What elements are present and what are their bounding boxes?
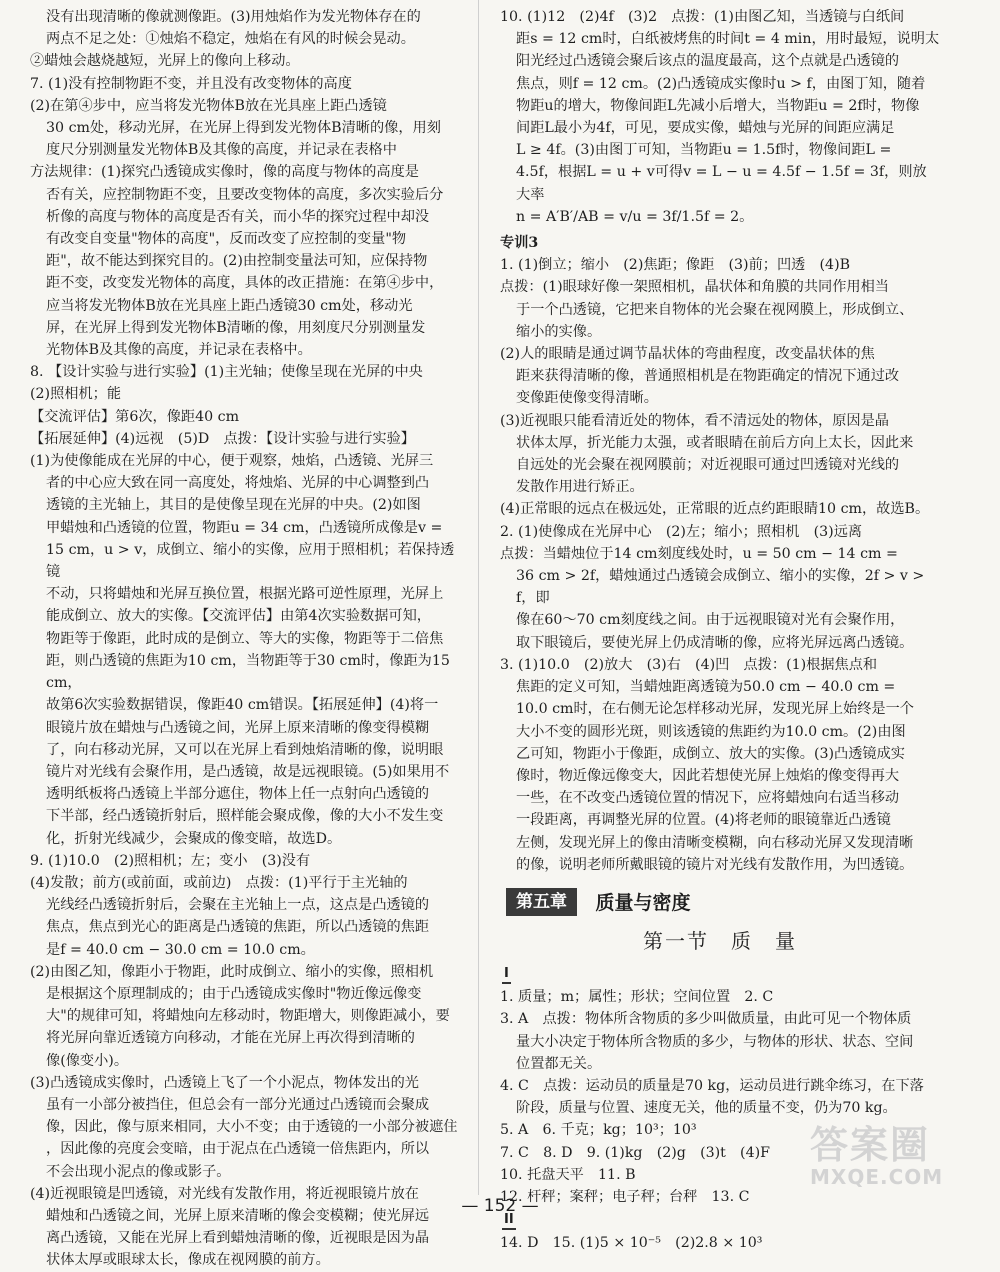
text-line: 量大小决定于物体所含物质的多少，与物体的形状、状态、空间: [516, 1033, 914, 1050]
text-line: 者的中心应大致在同一高度处，将烛焰、光屏的中心调整到凸: [46, 475, 430, 492]
text-line: 7. (1)没有控制物距不变，并且没有改变物体的高度: [30, 75, 352, 92]
text-line: 的像，说明老师所戴眼镜的镜片对光线有发散作用，为凹透镜。: [516, 856, 914, 873]
text-line: 变像距使像变得清晰。: [516, 390, 658, 407]
text-line: 阳光经过凸透镜会聚后该点的温度最高，这个点就是凸透镜的: [516, 53, 900, 70]
chapter-badge: 第五章: [506, 888, 577, 916]
text-line: (4)近视眼镜是凹透镜，对光线有发散作用，将近视眼镜片放在: [30, 1185, 419, 1202]
text-line: 12. 杆秤；案秤；电子秤；台秤 13. C: [500, 1188, 750, 1205]
text-line: 物距等于像距，此时成的是倒立、等大的实像，物距等于二倍焦: [46, 630, 444, 647]
level-one-icon: I: [502, 966, 511, 984]
text-line: 状体太厚或眼球太长，像成在视网膜的前方。: [46, 1252, 330, 1269]
text-line: ，因此像的亮度会变暗，由于泥点在凸透镜一倍焦距内，所以: [46, 1141, 430, 1158]
text-line: 否有关，应控制物距不变，且要改变物体的高度，多次实验后分: [46, 186, 444, 203]
text-line: 像时，物近像远像变大，因此若想使光屏上烛焰的像变得再大: [516, 767, 900, 784]
text-line: 下半部，经凸透镜折射后，照样能会聚成像，像的大小不发生变: [46, 808, 444, 825]
text-line: 眼镜片放在蜡烛与凸透镜之间，光屏上原来清晰的像变得模糊: [46, 719, 430, 736]
section-title: 第一节 质 量: [643, 928, 797, 953]
text-line: 5. A 6. 千克；kg；10³；10³: [500, 1122, 697, 1139]
chapter-title: 质量与密度: [595, 891, 691, 914]
text-line: 距"，故不能达到探究目的。(2)由控制变量法可知，应保持物: [46, 253, 428, 270]
text-line: 10.0 cm时，在右侧无论怎样移动光屏，发现光屏上始终是一个: [516, 701, 914, 718]
text-line: (3)凸透镜成实像时，凸透镜上飞了一个小泥点，物体发出的光: [30, 1074, 419, 1091]
text-line: (1)为使像能成在光屏的中心，便于观察，烛焰，凸透镜、光屏三: [30, 453, 434, 470]
text-line: 析像的高度与物体的高度是否有关，而小华的探究过程中却没: [46, 208, 430, 225]
training-title: 专训3: [500, 235, 539, 252]
text-line: 2. (1)使像成在光屏中心 (2)左；缩小；照相机 (3)远离: [500, 523, 863, 540]
text-line: (4)发散；前方(或前面，或前边) 点拨：(1)平行于主光轴的: [30, 874, 408, 891]
chapter-heading: [506, 888, 940, 916]
text-line: 像，因此，像与原来相同，大小不变；由于透镜的一小部分被遮住: [46, 1119, 458, 1136]
text-line: 镜片对光线有会聚作用，是凸透镜，故是远视眼镜。(5)如果用不: [46, 763, 450, 780]
text-line: 应当将发光物体B放在光具座上距凸透镜30 cm处，移动光: [46, 297, 413, 314]
text-line: 点拨：(1)眼球好像一架照相机，晶状体和角膜的共同作用相当: [500, 279, 889, 296]
text-line: 阶段，质量与位置、速度无关，他的质量不变，仍为70 kg。: [516, 1100, 897, 1117]
text-line: 是f = 40.0 cm − 30.0 cm = 10.0 cm。: [46, 941, 315, 958]
text-line: 15 cm，u > v，成倒立、缩小的实像，应用于照相机；若保持透镜: [46, 541, 455, 581]
text-line: 故第6次实验数据错误，像距40 cm错误。【拓展延伸】(4)将一: [46, 697, 439, 714]
text-line: (2)人的眼睛是通过调节晶状体的弯曲程度，改变晶状体的焦: [500, 346, 875, 363]
text-line: 9. (1)10.0 (2)照相机；左；变小 (3)没有: [30, 852, 311, 869]
text-line: 状体太厚，折光能力太强，或者眼睛在前后方向上太长，因此来: [516, 434, 914, 451]
text-line: 像在60～70 cm刻度线之间。由于远视眼镜对光有会聚作用，: [516, 612, 905, 629]
text-line: 没有出现清晰的像就测像距。(3)用烛焰作为发光物体存在的: [46, 9, 421, 25]
watermark-url: MXQE.COM: [810, 1165, 944, 1189]
watermark-text: 答案圈: [810, 1123, 931, 1167]
text-line: (2)由图乙知，像距小于物距，此时成倒立、缩小的实像，照相机: [30, 963, 434, 980]
text-line: L ≥ 4f。(3)由图丁可知，当物距u = 1.5f时，物像间距L =: [516, 142, 892, 159]
text-line: 方法规律：(1)探究凸透镜成实像时，像的高度与物体的高度是: [30, 164, 419, 181]
text-line: 化，折射光线减少，会聚成的像变暗，故选D。: [46, 830, 342, 847]
text-line: 距不变，改变发光物体的高度，具体的改正措施：在第④步中，: [46, 275, 444, 292]
text-line: 离凸透镜，又能在光屏上看到蜡烛清晰的像，近视眼是因为晶: [46, 1230, 430, 1247]
left-column: [30, 6, 465, 1272]
text-line: 物距u的增大，物像间距L先减小后增大，当物距u = 2f时，物像: [516, 97, 920, 114]
text-line: 3. A 点拨：物体所含物质的多少叫做质量，由此可见一个物体质: [500, 1011, 912, 1028]
text-line: ②蜡烛会越烧越短，光屏上的像向上移动。: [30, 53, 300, 70]
text-line: 两点不足之处：①烛焰不稳定，烛焰在有风的时候会晃动。: [46, 31, 415, 48]
text-line: 7. C 8. D 9. (1)kg (2)g (3)t (4)F: [500, 1144, 770, 1161]
text-line: 3. (1)10.0 (2)放大 (3)右 (4)凹 点拨：(1)根据焦点和: [500, 656, 878, 673]
text-line: 10. (1)12 (2)4f (3)2 点拨：(1)由图乙知，当透镜与白纸间: [500, 9, 905, 25]
text-line: 焦距的定义可知，当蜡烛距离透镜为50.0 cm − 40.0 cm =: [516, 679, 896, 696]
text-line: 将光屏向靠近透镜方向移动，才能在光屏上再次得到清晰的: [46, 1030, 415, 1047]
text-line: 点拨：当蜡烛位于14 cm刻度线处时，u = 50 cm − 14 cm =: [500, 545, 898, 562]
text-line: 间距L最小为4f，可见，要成实像，蜡烛与光屏的间距应满足: [516, 120, 895, 137]
text-line: 8. 【设计实验与进行实验】(1)主光轴；使像呈现在光屏的中央: [30, 364, 423, 381]
text-line: 乙可知，物距小于像距，成倒立、放大的实像。(3)凸透镜成实: [516, 745, 905, 762]
text-line: 像(像变小)。: [46, 1052, 129, 1069]
text-line: 1. (1)倒立；缩小 (2)焦距；像距 (3)前；凹透 (4)B: [500, 257, 851, 274]
watermark-logo: [810, 1124, 980, 1194]
text-line: 光线经凸透镜折射后，会聚在主光轴上一点，这点是凸透镜的: [46, 897, 430, 914]
text-line: 1. 质量；m；属性；形状；空间位置 2. C: [500, 989, 774, 1006]
text-line: 虽有一小部分被挡住，但总会有一部分光通过凸透镜而会聚成: [46, 1096, 430, 1113]
text-line: 屏，在光屏上得到发光物体B清晰的像，用刻度尺分别测量发: [46, 319, 426, 336]
text-line: 14. D 15. (1)5 × 10⁻⁵ (2)2.8 × 10³: [500, 1235, 763, 1252]
text-line: 30 cm处，移动光屏，在光屏上得到发光物体B清晰的像，用刻: [46, 120, 441, 137]
text-line: (3)近视眼只能看清近处的物体，看不清远处的物体，原因是晶: [500, 412, 889, 429]
level-two-icon: II: [502, 1212, 516, 1230]
text-line: 光物体B及其像的高度，并记录在表格中。: [46, 342, 312, 359]
text-line: 不动，只将蜡烛和光屏互换位置，根据光路可逆性原理，光屏上: [46, 586, 444, 603]
text-line: 一些，在不改变凸透镜位置的情况下，应将蜡烛向右适当移动: [516, 790, 900, 807]
text-line: 大"的规律可知，将蜡烛向左移动时，物距增大，则像距减小，要: [46, 1008, 450, 1025]
text-line: (2)在第④步中，应当将发光物体B放在光具座上距凸透镜: [30, 97, 387, 114]
text-line: 左侧，发现光屏上的像由清晰变模糊，向右移动光屏又发现清晰: [516, 834, 914, 851]
text-line: 有改变自变量"物体的高度"，反而改变了应控制的变量"物: [46, 231, 407, 248]
text-line: 距来获得清晰的像，普通照相机是在物距确定的情况下通过改: [516, 368, 900, 385]
text-line: 【交流评估】第6次，像距40 cm: [30, 408, 240, 425]
text-line: 发散作用进行矫正。: [516, 479, 644, 496]
text-line: 焦点，则f = 12 cm。(2)凸透镜成实像时u > f，由图丁知，随着: [516, 75, 926, 92]
text-line: 4. C 点拨：运动员的质量是70 kg，运动员进行跳伞练习，在下落: [500, 1077, 924, 1094]
text-line: 自远处的光会聚在视网膜前；对近视眼可通过凹透镜对光线的: [516, 457, 900, 474]
text-line: 了，向右移动光屏，又可以在光屏上看到烛焰清晰的像，说明眼: [46, 741, 444, 758]
text-line: 10. 托盘天平 11. B: [500, 1166, 636, 1183]
text-line: 位置都无关。: [516, 1055, 602, 1072]
text-line: 缩小的实像。: [516, 323, 602, 340]
column-divider: [478, 0, 479, 1195]
text-line: 焦点，焦点到光心的距离是凸透镜的焦距，所以凸透镜的焦距: [46, 919, 430, 936]
text-line: 蜡烛和凸透镜之间，光屏上原来清晰的像会变模糊；使光屏远: [46, 1207, 430, 1224]
text-line: 一段距离，再调整光屏的位置。(4)将老师的眼镜靠近凸透镜: [516, 812, 891, 829]
text-line: 4.5f，根据L = u + v可得v = L − u = 4.5f − 1.5f = 3f，则放大率: [516, 164, 927, 203]
text-line: 是根据这个原理制成的；由于凸透镜成实像时"物近像远像变: [46, 985, 422, 1002]
text-line: 【拓展延伸】(4)远视 (5)D 点拨：【设计实验与进行实验】: [30, 430, 415, 447]
text-line: 透明纸板将凸透镜上半部分遮住，物体上任一点射向凸透镜的: [46, 786, 430, 803]
text-line: 甲蜡烛和凸透镜的位置，物距u = 34 cm，凸透镜所成像是v =: [46, 519, 443, 536]
text-line: (2)照相机；能: [30, 386, 122, 403]
text-line: (4)正常眼的远点在极远处，正常眼的近点约距眼睛10 cm，故选B。: [500, 501, 930, 518]
text-line: 大小不变的圆形光斑，则该透镜的焦距约为10.0 cm。(2)由图: [516, 723, 906, 740]
text-line: 距s = 12 cm时，白纸被烤焦的时间t = 4 min，用时最短，说明太: [516, 31, 940, 48]
text-line: 于一个凸透镜，它把来自物体的光会聚在视网膜上，形成倒立、: [516, 301, 914, 318]
right-column: [500, 6, 940, 1254]
text-line: n = A′B′/AB = v/u = 3f/1.5f = 2。: [516, 208, 754, 225]
page-number: — 152 —: [461, 1196, 539, 1216]
text-line: 距，则凸透镜的焦距为10 cm，当物距等于30 cm时，像距为15 cm，: [46, 652, 450, 692]
text-line: 透镜的主光轴上，其目的是使像呈现在光屏的中央。(2)如图: [46, 497, 421, 514]
text-line: 度尺分别测量发光物体B及其像的高度，并记录在表格中: [46, 142, 397, 159]
text-line: 取下眼镜后，要使光屏上仍成清晰的像，应将光屏远离凸透镜。: [516, 634, 914, 651]
text-line: 能成倒立、放大的实像。【交流评估】由第4次实验数据可知，: [46, 608, 431, 625]
text-line: 不会出现小泥点的像或影子。: [46, 1163, 231, 1180]
text-line: 36 cm > 2f，蜡烛通过凸透镜会成倒立、缩小的实像，2f > v > f，即: [516, 568, 925, 607]
